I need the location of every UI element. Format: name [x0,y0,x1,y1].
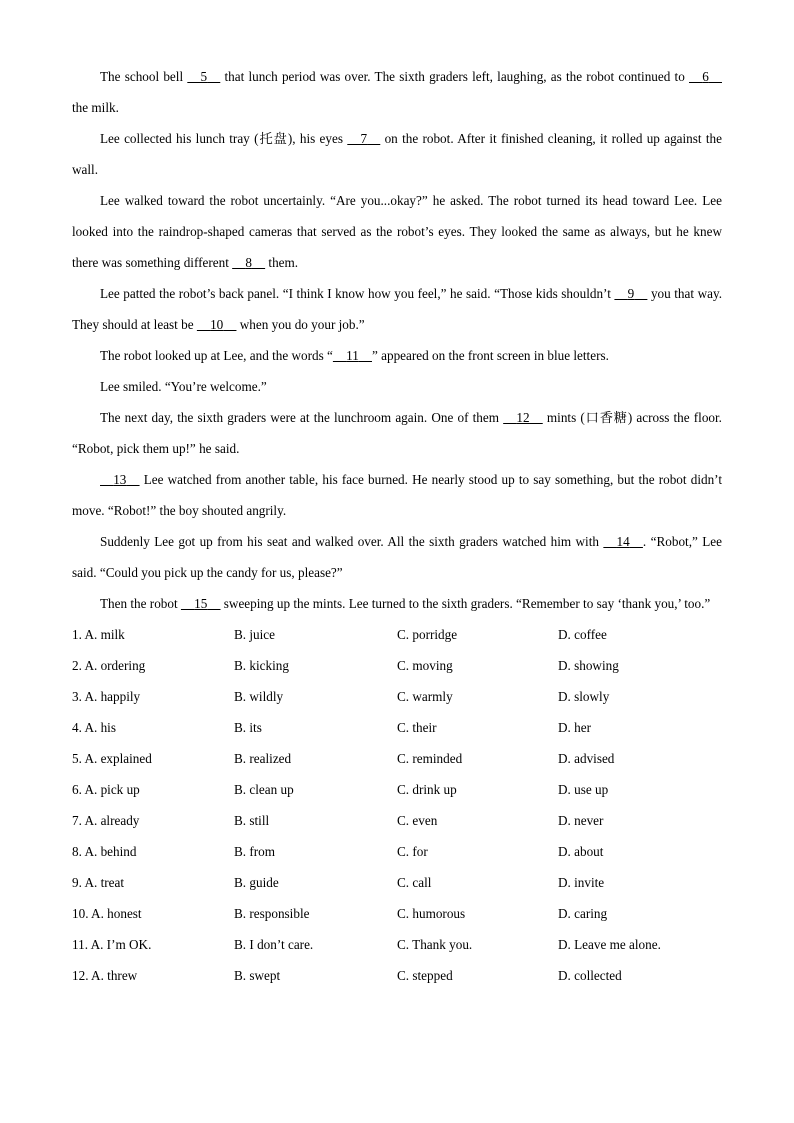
option-choice[interactable]: D. about [558,844,604,859]
option-choice[interactable]: D. coffee [558,627,607,642]
option-choice[interactable]: C. porridge [397,627,458,642]
passage-text: Suddenly Lee got up from his seat and walked over. All the sixth graders watched him with [100,534,604,549]
option-choice[interactable]: B. kicking [234,658,289,673]
passage-paragraph [72,464,722,526]
blank-number: 10 [210,317,224,332]
option-row [72,681,722,712]
passage-paragraph [72,371,722,402]
passage-text: Lee collected his lunch tray (托盘), his eyes [100,131,348,146]
option-choice[interactable]: B. responsible [234,906,310,921]
passage-paragraph [72,123,722,185]
option-choice[interactable]: B. clean up [234,782,294,797]
option-choice[interactable]: C. stepped [397,968,453,983]
option-row [72,929,722,960]
option-choice[interactable]: D. caring [558,906,608,921]
option-choice[interactable]: 11. A. I’m OK. [72,937,152,952]
passage-text: Then the robot [100,596,181,611]
passage-paragraph [72,588,722,619]
passage-text: Lee watched from another table, his face burned. He nearly stood up to say something, but the robot didn’t move. “Robot!” the boy shouted angrily. [72,472,722,518]
option-choice[interactable]: C. their [397,720,437,735]
option-choice[interactable]: 4. A. his [72,720,116,735]
option-choice[interactable]: 7. A. already [72,813,140,828]
option-row [72,836,722,867]
option-choice[interactable]: C. for [397,844,428,859]
blank-number: 14 [616,534,630,549]
blank-number: 9 [627,286,635,301]
blank-number: 15 [194,596,208,611]
passage-text: the milk. [72,100,119,115]
blank-number: 11 [346,348,359,363]
option-choice[interactable]: 12. A. threw [72,968,138,983]
option-choice[interactable]: D. use up [558,782,609,797]
option-row [72,619,722,650]
answer-blank[interactable] [347,123,380,154]
option-choice[interactable]: B. I don’t care. [234,937,314,952]
option-choice[interactable]: D. her [558,720,591,735]
passage-text: . “Robot,” Lee said. “Could you pick up the candy for us, please?” [72,534,722,580]
option-choice[interactable]: B. its [234,720,262,735]
answer-blank[interactable] [333,340,372,371]
option-choice[interactable]: C. humorous [397,906,466,921]
passage-paragraph [72,61,722,123]
answer-blank[interactable] [614,278,647,309]
passage-text: ” appeared on the front screen in blue letters. [371,348,609,363]
option-choice[interactable]: 9. A. treat [72,875,125,890]
blank-number: 13 [113,472,127,487]
answer-blank[interactable] [181,588,221,619]
blank-number: 6 [702,69,709,84]
option-choice[interactable]: 8. A. behind [72,844,137,859]
blank-number: 5 [200,69,208,84]
option-choice[interactable]: C. moving [397,658,453,673]
option-choice[interactable]: B. realized [234,751,292,766]
passage-paragraph [72,278,722,340]
passage-paragraph [72,402,722,464]
option-choice[interactable]: 3. A. happily [72,689,141,704]
option-choice[interactable]: C. call [397,875,432,890]
passage-paragraph [72,185,722,278]
passage-text: The robot looked up at Lee, and the words “ [100,348,333,363]
option-row [72,650,722,681]
option-row [72,867,722,898]
passage-text: sweeping up the mints. Lee turned to the sixth graders. “Remember to say ‘thank you,’ too.” [220,596,711,611]
passage-text: The school bell [100,69,188,84]
option-choice[interactable]: D. never [558,813,604,828]
passage-text: Lee smiled. “You’re welcome.” [100,379,267,394]
option-choice[interactable]: D. Leave me alone. [558,937,661,952]
option-row [72,898,722,929]
answer-blank[interactable] [187,61,220,92]
answer-blank[interactable] [100,464,140,495]
option-row [72,743,722,774]
cloze-passage [72,61,722,619]
option-choice[interactable]: D. collected [558,968,622,983]
option-choice[interactable]: D. advised [558,751,615,766]
passage-text: you that way. They should at least be [72,286,722,332]
passage-paragraph [72,340,722,371]
passage-text: on the robot. After it finished cleaning, it rolled up against the wall. [72,131,722,177]
passage-text: when you do your job.” [236,317,365,332]
answer-options [72,619,722,991]
option-choice[interactable]: C. even [397,813,438,828]
option-choice[interactable]: B. from [234,844,276,859]
option-choice[interactable]: C. Thank you. [397,937,473,952]
option-row [72,960,722,991]
passage-text: mints (口香糖) across the floor. “Robot, pick them up!” he said. [72,410,722,456]
option-choice[interactable]: D. slowly [558,689,610,704]
option-choice[interactable]: C. warmly [397,689,453,704]
option-choice[interactable]: B. wildly [234,689,284,704]
blank-number: 8 [245,255,252,270]
option-choice[interactable]: B. still [234,813,270,828]
option-choice[interactable]: 2. A. ordering [72,658,146,673]
option-row [72,712,722,743]
option-choice[interactable]: 1. A. milk [72,627,125,642]
passage-text: that lunch period was over. The sixth graders left, laughing, as the robot continued to [220,69,690,84]
passage-text: Lee patted the robot’s back panel. “I think I know how you feel,” he said. “Those kids shouldn’t [100,286,615,301]
answer-blank[interactable] [232,247,265,278]
blank-number: 7 [360,131,368,146]
passage-text: The next day, the sixth graders were at the lunchroom again. One of them [100,410,504,425]
option-choice[interactable]: D. showing [558,658,619,673]
option-row [72,774,722,805]
option-choice[interactable]: 6. A. pick up [72,782,140,797]
option-choice[interactable]: B. juice [234,627,276,642]
passage-text: Lee walked toward the robot uncertainly. “Are you...okay?” he asked. The robot turned its head toward Lee. Lee looked into the raindrop-shaped cameras that served as the robot’s eyes. They looked the same as always, but he knew there was something different [72,193,722,270]
answer-blank[interactable] [197,309,237,340]
passage-paragraph [72,526,722,588]
option-choice[interactable]: C. reminded [397,751,463,766]
blank-number: 12 [516,410,530,425]
worksheet-page [72,61,722,991]
answer-blank[interactable] [689,61,722,92]
option-choice[interactable]: D. invite [558,875,605,890]
passage-text: them. [265,255,299,270]
answer-blank[interactable] [503,402,543,433]
answer-blank[interactable] [603,526,643,557]
option-row [72,805,722,836]
option-choice[interactable]: 5. A. explained [72,751,152,766]
option-choice[interactable]: B. swept [234,968,281,983]
option-choice[interactable]: 10. A. honest [72,906,142,921]
option-choice[interactable]: B. guide [234,875,279,890]
option-choice[interactable]: C. drink up [397,782,457,797]
